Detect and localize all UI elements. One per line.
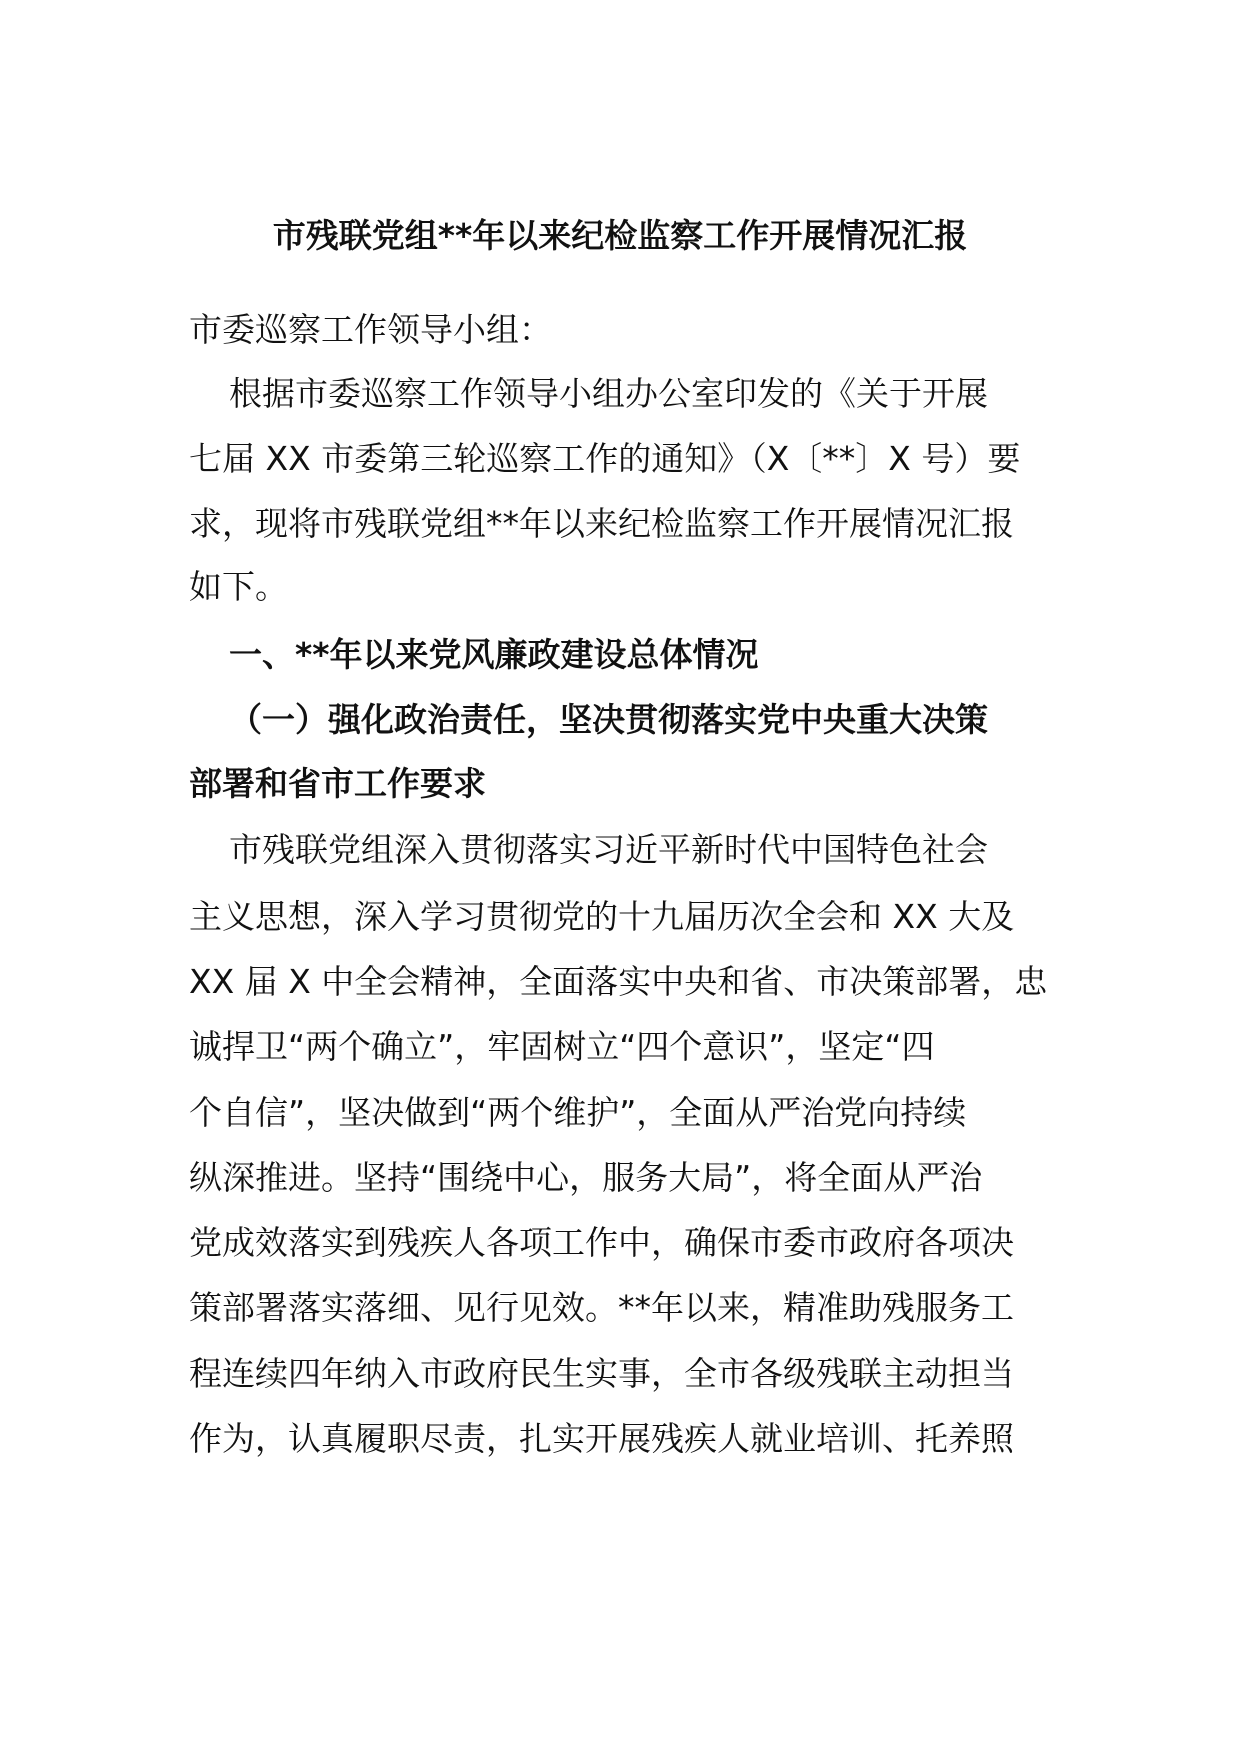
section-heading-line: 一、**年以来党风廉政建设总体情况 [229,635,759,674]
paragraph-line: 主义思想，深入学习贯彻党的十九届历次全会和 XX 大及 [189,897,1015,936]
paragraph-line: 市委巡察工作领导小组： [189,310,552,349]
paragraph-line: XX 届 X 中全会精神，全面落实中央和省、市决策部署，忠 [189,962,1048,1001]
document-title: 市残联党组**年以来纪检监察工作开展情况汇报 [272,216,968,255]
paragraph-line: 七届 XX 市委第三轮巡察工作的通知》（X〔**〕X 号）要 [189,439,1021,478]
paragraph-line: 作为，认真履职尽责，扎实开展残疾人就业培训、托养照 [189,1419,1014,1458]
section-heading-line: （一）强化政治责任，坚决贯彻落实党中央重大决策 [229,700,988,739]
paragraph-line: 纵深推进。坚持“围绕中心，服务大局”，将全面从严治 [189,1158,983,1197]
paragraph-line: 策部署落实落细、见行见效。**年以来，精准助残服务工 [189,1288,1014,1327]
paragraph-line: 根据市委巡察工作领导小组办公室印发的《关于开展 [229,374,988,413]
paragraph-line: 个自信”，坚决做到“两个维护”，全面从严治党向持续 [189,1093,967,1132]
paragraph-line: 如下。 [189,567,288,606]
paragraph-line: 求，现将市残联党组**年以来纪检监察工作开展情况汇报 [189,504,1014,543]
paragraph-line: 党成效落实到残疾人各项工作中，确保市委市政府各项决 [189,1223,1014,1262]
paragraph-line: 程连续四年纳入市政府民生实事，全市各级残联主动担当 [189,1354,1014,1393]
section-heading-line: 部署和省市工作要求 [189,764,486,803]
paragraph-line: 诚捍卫“两个确立”，牢固树立“四个意识”，坚定“四 [189,1027,935,1066]
paragraph-line: 市残联党组深入贯彻落实习近平新时代中国特色社会 [229,830,988,869]
